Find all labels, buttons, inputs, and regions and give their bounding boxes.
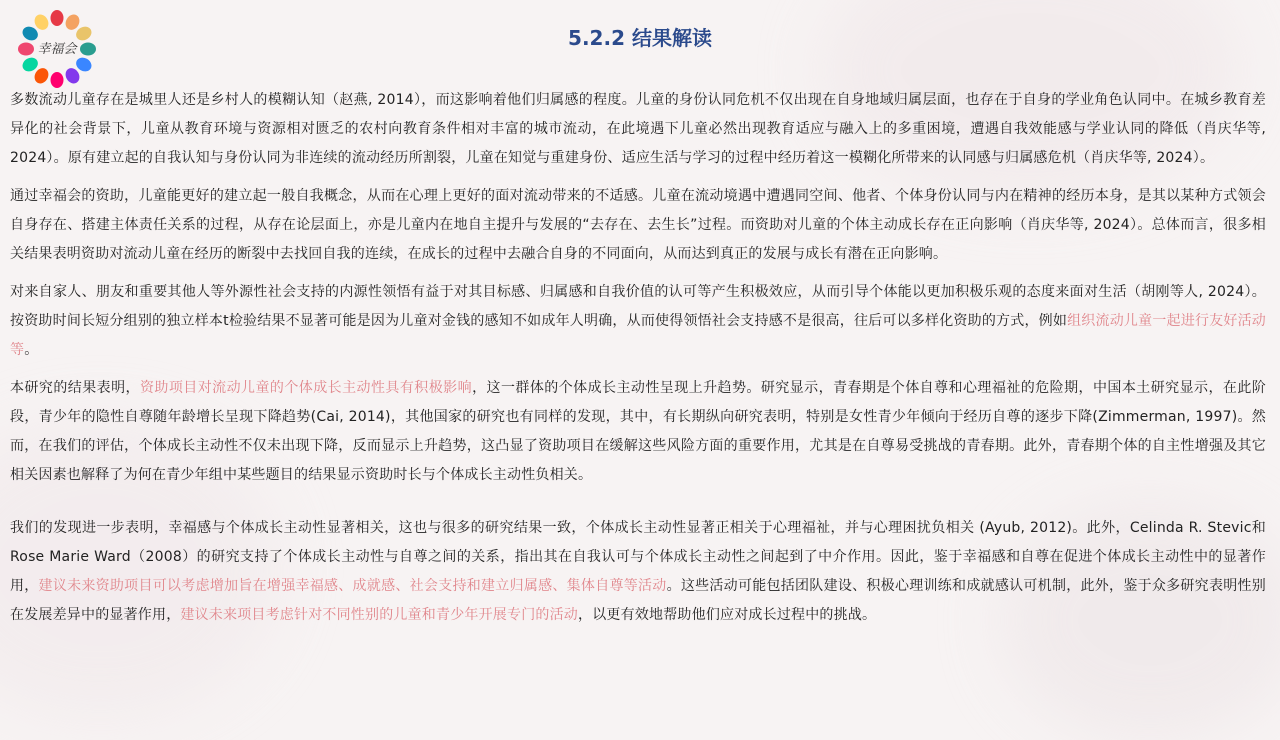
paragraph-text: ，以更有效地帮助他们应对成长过程中的挑战。 [578,607,877,623]
paragraph [10,374,1266,490]
slide-body [10,86,1266,639]
highlighted-text: 资助项目对流动儿童的个体成长主动性具有积极影响 [139,380,473,396]
paragraph-text: 。 [24,342,39,358]
paragraph-text: 通过幸福会的资助，儿童能更好的建立起一般自我概念，从而在心理上更好的面对流动带来的不适感。儿童在流动境遇中遭遇同空间、他者、个体身份认同与内在精神的经历本身，是其以某种方式领会自身存在、搭建主体责任关系的过程，从存在论层面上，亦是儿童内在地自主提升与发展的“去存在、去生长”过程。而资助对儿童的个体主动成长存在正向影响（肖庆华等, 2024）。总体而言，很多相关结果表明资助对流动儿童在经历的断裂中去找回自我的连续，在成长的过程中去融合自身的不同面向，从而达到真正的发展与成长有潜在正向影响。 [10,188,1266,262]
paragraph [10,514,1266,630]
paragraph-text: 对来自家人、朋友和重要其他人等外源性社会支持的内源性领悟有益于对其目标感、归属感和自我价值的认可等产生积极效应，从而引导个体能以更加积极乐观的态度来面对生活（胡刚等人, 2024）。按资助时间长短分组别的独立样本t检验结果不显著可能是因为儿童对金钱的感知不如成年人明确，从而使得领悟社会支持感不是很高，往后可以多样化资助的方式，例如 [10,284,1266,329]
highlighted-text: 建议未来资助项目可以考虑增加旨在增强幸福感、成就感、社会支持和建立归属感、集体自尊等活动 [38,578,667,594]
paragraph-text: 。这些活动可能包括团队建设、积极心理训练和成就感认可机制，此外，鉴于众多研究表明性别在发展差异中的显著作用， [10,578,1266,623]
paragraph [10,86,1266,173]
paragraph-text: 多数流动儿童存在是城里人还是乡村人的模糊认知（赵燕, 2014），而这影响着他们归属感的程度。儿童的身份认同危机不仅出现在自身地域归属层面，也存在于自身的学业角色认同中。在城乡教育差异化的社会背景下，儿童从教育环境与资源相对匮乏的农村向教育条件相对丰富的城市流动，在此境遇下儿童必然出现教育适应与融入上的多重困境，遭遇自我效能感与学业认同的降低（肖庆华等, 2024）。原有建立起的自我认知与身份认同为非连续的流动经历所割裂，儿童在知觉与重建身份、适应生活与学习的过程中经历着这一模糊化所带来的认同感与归属感危机（肖庆华等, 2024）。 [10,92,1266,166]
logo-text: 幸福会 [37,42,77,57]
highlighted-text: 组织流动儿童一起进行友好活动等 [10,313,1266,358]
paragraph-text: 本研究的结果表明， [10,380,140,396]
paragraph [10,182,1266,269]
highlighted-text: 建议未来项目考虑针对不同性别的儿童和青少年开展专门的活动 [180,607,579,623]
paragraph [10,278,1266,365]
paragraph-text: ，这一群体的个体成长主动性呈现上升趋势。研究显示，青春期是个体自尊和心理福祉的危险期，中国本土研究显示，在此阶段，青少年的隐性自尊随年龄增长呈现下降趋势(Cai, 2014)，其他国家的研究也有同样的发现，其中，有长期纵向研究表明，特别是女性青少年倾向于经历自尊的逐步下降(Zimmerman, 1997)。然而，在我们的评估，个体成长主动性不仅未出现下降，反而显示上升趋势，这凸显了资助项目在缓解这些风险方面的重要作用，尤其是在自尊易受挑战的青春期。此外，青春期个体的自主性增强及其它相关因素也解释了为何在青少年组中某些题目的结果显示资助时长与个体成长主动性负相关。 [10,380,1266,483]
paragraph-text: 我们的发现进一步表明，幸福感与个体成长主动性显著相关，这也与很多的研究结果一致，个体成长主动性显著正相关于心理福祉，并与心理困扰负相关 (Ayub, 2012)。此外，Celinda R. Stevic和Rose Marie Ward（2008）的研究支持了个体成长主动性与自尊之间的关系，指出其在自我认可与个体成长主动性之间起到了中介作用。因此，鉴于幸福感和自尊在促进个体成长主动性中的显著作用， [10,520,1266,594]
slide-title: 5.2.2 结果解读 [568,26,712,50]
